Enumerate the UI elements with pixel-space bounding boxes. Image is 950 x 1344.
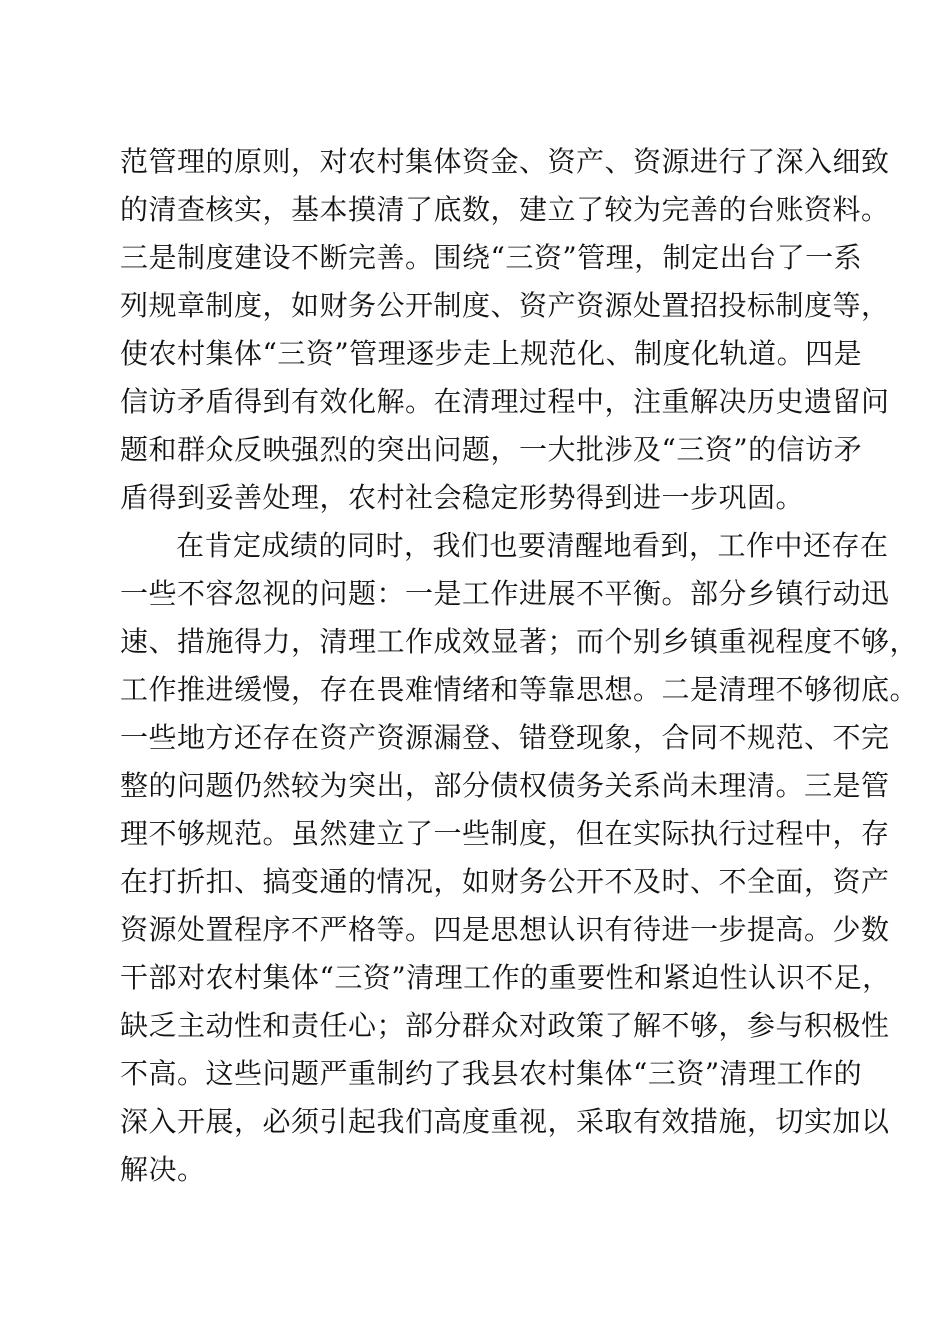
text-line: 速、措施得力，清理工作成效显著；而个别乡镇重视程度不够， [120, 625, 919, 658]
text-line: 列规章制度，如财务公开制度、资产资源处置招投标制度等， [120, 289, 890, 322]
text-line: 理不够规范。虽然建立了一些制度，但在实际执行过程中，存 [120, 817, 890, 850]
text-line: 解决。 [120, 1153, 206, 1186]
text-line: 干部对农村集体“三资”清理工作的重要性和紧迫性认识不足， [120, 961, 891, 994]
text-line: 不高。这些问题严重制约了我县农村集体“三资”清理工作的 [120, 1057, 863, 1090]
text-line: 一些地方还存在资产资源漏登、错登现象，合同不规范、不完 [120, 721, 890, 754]
text-line: 的清查核实，基本摸清了底数，建立了较为完善的台账资料。 [120, 193, 890, 226]
text-line: 三是制度建设不断完善。围绕“三资”管理，制定出台了一系 [120, 241, 863, 274]
text-line: 深入开展，必须引起我们高度重视，采取有效措施，切实加以 [120, 1105, 890, 1138]
text-line: 缺乏主动性和责任心；部分群众对政策了解不够，参与积极性 [120, 1009, 890, 1042]
text-line: 信访矛盾得到有效化解。在清理过程中，注重解决历史遗留问 [120, 385, 890, 418]
text-line: 资源处置程序不严格等。四是思想认识有待进一步提高。少数 [120, 913, 890, 946]
text-line: 题和群众反映强烈的突出问题，一大批涉及“三资”的信访矛 [120, 433, 863, 466]
text-line: 在打折扣、搞变通的情况，如财务公开不及时、不全面，资产 [120, 865, 890, 898]
text-line: 范管理的原则，对农村集体资金、资产、资源进行了深入细致 [120, 145, 890, 178]
paragraph-first-line: 在肯定成绩的同时，我们也要清醒地看到，工作中还存在 [176, 529, 889, 562]
text-line: 一些不容忽视的问题：一是工作进展不平衡。部分乡镇行动迅 [120, 577, 890, 610]
text-line: 工作推进缓慢，存在畏难情绪和等靠思想。二是清理不够彻底。 [120, 673, 919, 706]
text-line: 整的问题仍然较为突出，部分债权债务关系尚未理清。三是管 [120, 769, 890, 802]
text-line: 盾得到妥善处理，农村社会稳定形势得到进一步巩固。 [120, 481, 805, 514]
body-text [120, 138, 919, 1194]
text-line: 使农村集体“三资”管理逐步走上规范化、制度化轨道。四是 [120, 337, 863, 370]
